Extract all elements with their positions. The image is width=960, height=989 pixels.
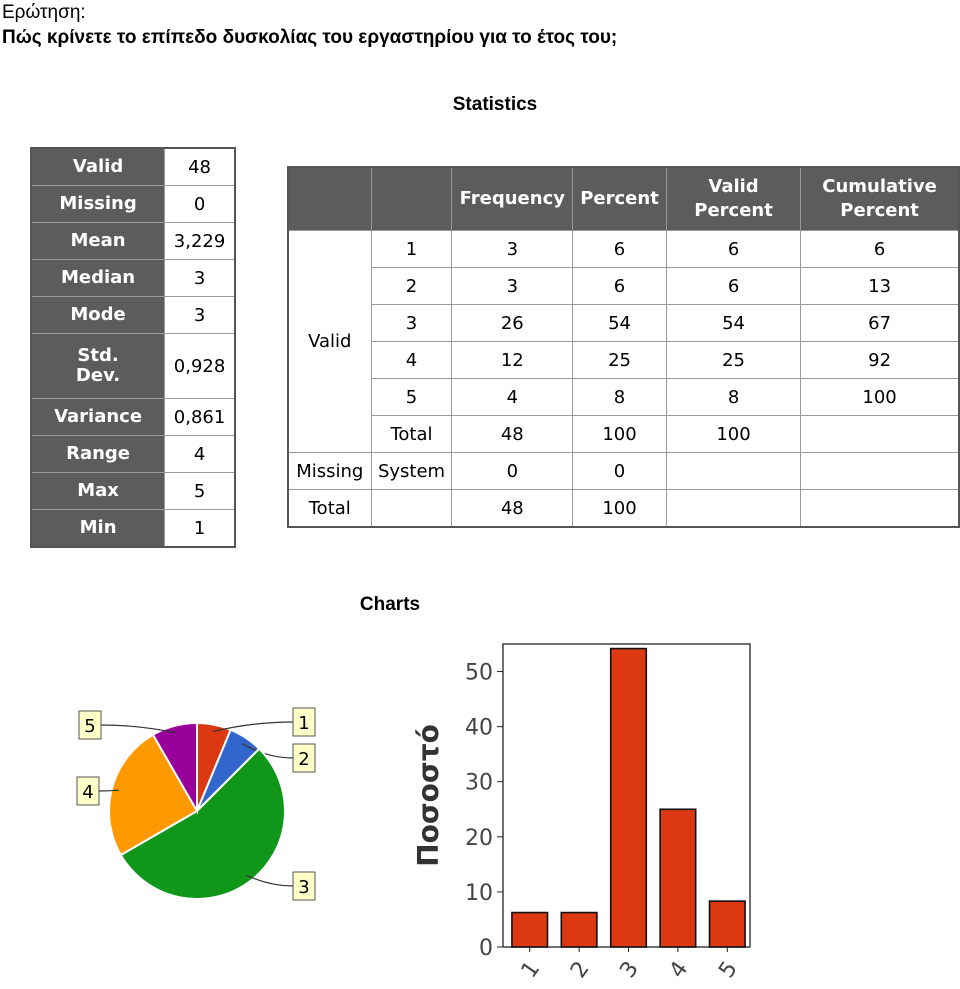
x-tick-label: 4 [664, 956, 694, 983]
pie-slice-label: 1 [298, 713, 310, 734]
y-tick-label: 10 [465, 880, 493, 906]
y-tick-label: 20 [465, 825, 493, 851]
valid-percent-cell: 100 [666, 416, 800, 453]
statistics-table [30, 147, 236, 548]
percent-cell: 6 [573, 268, 667, 305]
cumulative-percent-cell [801, 490, 959, 528]
stat-value: 3,229 [165, 223, 235, 260]
stat-label: Mean [31, 223, 165, 260]
question-label: Ερώτηση: [2, 2, 86, 23]
category-cell: 2 [371, 268, 452, 305]
bar [660, 809, 696, 947]
pie-leader-line [99, 790, 119, 791]
pie-slice-label: 4 [82, 782, 94, 803]
valid-percent-cell: 8 [666, 379, 800, 416]
frequency-header-row [288, 167, 959, 231]
pie-slice-label: 5 [84, 716, 96, 737]
percent-cell: 25 [573, 342, 667, 379]
frequency-cell: 0 [452, 453, 573, 490]
valid-percent-cell: 54 [666, 305, 800, 342]
stat-row [31, 473, 235, 510]
x-tick-label: 2 [566, 956, 595, 983]
stat-label: Max [31, 473, 165, 510]
stat-row [31, 260, 235, 297]
percent-cell: 100 [573, 490, 667, 528]
table-row [288, 231, 959, 268]
table-row [288, 342, 959, 379]
y-tick-label: 30 [465, 770, 493, 796]
x-tick-label: 3 [615, 956, 644, 983]
valid-group-label: Valid [288, 231, 371, 453]
frequency-cell: 3 [452, 268, 573, 305]
statistics-title: Statistics [452, 94, 538, 115]
bar-chart [400, 630, 780, 989]
cumulative-percent-cell: 13 [801, 268, 959, 305]
stat-row [31, 334, 235, 399]
y-tick-label: 40 [465, 715, 493, 741]
x-tick-label: 5 [714, 956, 743, 983]
stat-value: 0,861 [165, 399, 235, 436]
stat-label: Std. Dev. [31, 334, 165, 399]
stat-row [31, 297, 235, 334]
stat-label: Variance [31, 399, 165, 436]
frequency-cell: 48 [452, 416, 573, 453]
valid-percent-cell: 6 [666, 268, 800, 305]
header-empty [288, 167, 371, 231]
category-cell: 3 [371, 305, 452, 342]
stat-value: 0 [165, 186, 235, 223]
stat-row [31, 510, 235, 548]
stat-value: 5 [165, 473, 235, 510]
stat-value: 3 [165, 260, 235, 297]
percent-cell: 8 [573, 379, 667, 416]
header-empty [371, 167, 452, 231]
percent-cell: 0 [573, 453, 667, 490]
pie-slice-label: 2 [298, 749, 310, 770]
x-tick-label: 1 [516, 956, 546, 983]
stat-row [31, 148, 235, 186]
stat-label: Missing [31, 186, 165, 223]
valid-percent-cell [666, 453, 800, 490]
table-row [288, 268, 959, 305]
stat-label: Min [31, 510, 165, 548]
stat-label: Mode [31, 297, 165, 334]
cumulative-percent-cell [801, 453, 959, 490]
bar [611, 649, 647, 947]
bar [561, 913, 597, 947]
pie-chart [0, 640, 380, 940]
table-row [288, 416, 959, 453]
percent-cell: 6 [573, 231, 667, 268]
stat-value: 1 [165, 510, 235, 548]
stat-row [31, 186, 235, 223]
frequency-table [287, 166, 960, 528]
category-cell: 4 [371, 342, 452, 379]
stat-row [31, 223, 235, 260]
table-row [288, 453, 959, 490]
header-cumulative-percent: Cumulative Percent [801, 167, 959, 231]
stat-value: 0,928 [165, 334, 235, 399]
table-row [288, 305, 959, 342]
stat-value: 3 [165, 297, 235, 334]
stat-row [31, 436, 235, 473]
frequency-cell: 3 [452, 231, 573, 268]
stat-label: Median [31, 260, 165, 297]
y-tick-label: 50 [465, 660, 493, 686]
percent-cell: 54 [573, 305, 667, 342]
charts-title: Charts [359, 594, 421, 615]
cumulative-percent-cell: 92 [801, 342, 959, 379]
cumulative-percent-cell [801, 416, 959, 453]
question-text: Πώς κρίνετε το επίπεδο δυσκολίας του εργαστηρίου για το έτος του; [2, 27, 618, 48]
stat-row [31, 399, 235, 436]
stat-label: Range [31, 436, 165, 473]
header-valid-percent: Valid Percent [666, 167, 800, 231]
total-group-label: Total [288, 490, 371, 528]
missing-group-label: Missing [288, 453, 371, 490]
header-percent: Percent [573, 167, 667, 231]
cumulative-percent-cell: 100 [801, 379, 959, 416]
stat-label: Valid [31, 148, 165, 186]
frequency-cell: 48 [452, 490, 573, 528]
cumulative-percent-cell: 6 [801, 231, 959, 268]
category-cell: 1 [371, 231, 452, 268]
table-row [288, 379, 959, 416]
category-cell [371, 490, 452, 528]
bar [710, 901, 746, 947]
frequency-cell: 12 [452, 342, 573, 379]
cumulative-percent-cell: 67 [801, 305, 959, 342]
category-cell: 5 [371, 379, 452, 416]
frequency-cell: 26 [452, 305, 573, 342]
bar [512, 913, 548, 947]
pie-slice-label: 3 [298, 877, 310, 898]
header-frequency: Frequency [452, 167, 573, 231]
frequency-cell: 4 [452, 379, 573, 416]
y-axis-label: Ποσοστό [412, 724, 445, 867]
valid-percent-cell: 25 [666, 342, 800, 379]
category-cell: System [371, 453, 452, 490]
stat-value: 48 [165, 148, 235, 186]
valid-percent-cell [666, 490, 800, 528]
stat-value: 4 [165, 436, 235, 473]
percent-cell: 100 [573, 416, 667, 453]
y-tick-label: 0 [479, 936, 493, 961]
category-cell: Total [371, 416, 452, 453]
table-row [288, 490, 959, 528]
valid-percent-cell: 6 [666, 231, 800, 268]
